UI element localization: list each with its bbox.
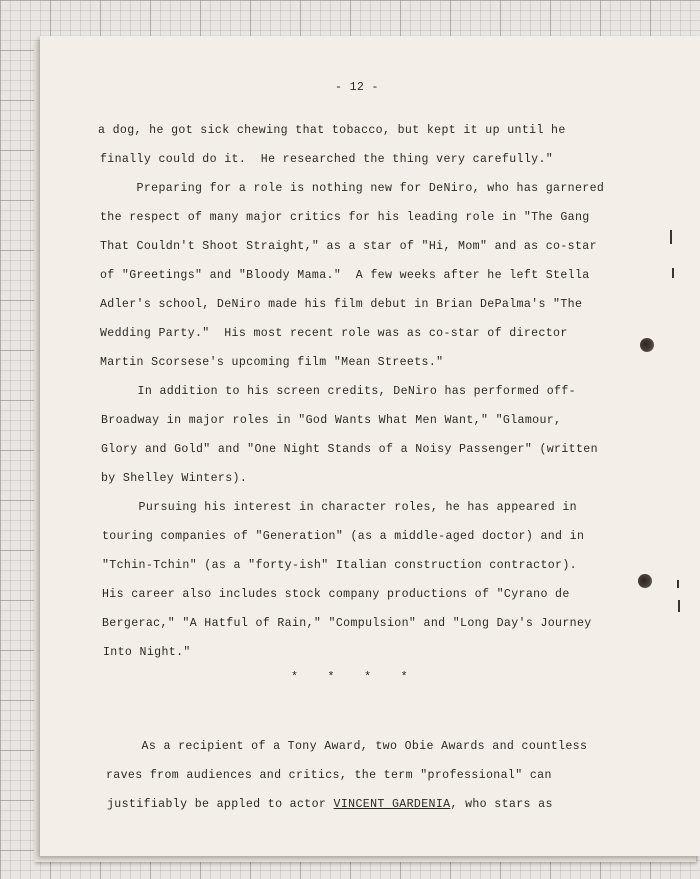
text-fragment: justifiably be appled to actor <box>107 798 334 811</box>
text-line: Preparing for a role is nothing new for DeNiro, who has garnered <box>100 182 605 195</box>
binder-hole <box>638 574 652 588</box>
text-line: a dog, he got sick chewing that tobacco, but kept it up until he <box>98 124 566 137</box>
margin-mark <box>670 230 672 244</box>
text-line: In addition to his screen credits, DeNiro has performed off- <box>101 385 576 398</box>
actor-name-underlined: VINCENT GARDENIA <box>333 798 451 811</box>
text-line: That Couldn't Shoot Straight," as a star of "Hi, Mom" and as co-star <box>100 240 597 253</box>
text-line: His career also includes stock company productions of "Cyrano de <box>102 588 570 601</box>
page-number: - 12 - <box>335 81 379 94</box>
margin-mark <box>677 580 679 588</box>
text-line: Martin Scorsese's upcoming film "Mean Streets." <box>100 356 444 369</box>
text-line: As a recipient of a Tony Award, two Obie Awards and countless <box>105 740 588 753</box>
text-line: Broadway in major roles in "God Wants What Men Want," "Glamour, <box>101 414 562 427</box>
text-line: Pursuing his interest in character roles, he has appeared in <box>102 501 577 514</box>
section-separator: * * * * <box>291 671 408 684</box>
text-line <box>107 798 553 811</box>
margin-mark <box>672 268 674 278</box>
text-fragment: , who stars as <box>450 798 553 811</box>
text-line: Adler's school, DeNiro made his film debut in Brian DePalma's "The <box>100 298 583 311</box>
margin-mark <box>678 600 680 612</box>
text-line: of "Greetings" and "Bloody Mama." A few weeks after he left Stella <box>100 269 590 282</box>
text-line: touring companies of "Generation" (as a middle-aged doctor) and in <box>102 530 585 543</box>
binder-hole <box>640 338 654 352</box>
text-line: Bergerac," "A Hatful of Rain," "Compulsion" and "Long Day's Journey <box>102 617 592 630</box>
text-line: Into Night." <box>103 646 191 659</box>
text-line: by Shelley Winters). <box>101 472 248 485</box>
text-line: the respect of many major critics for his leading role in "The Gang <box>100 211 590 224</box>
text-line: finally could do it. He researched the thing very carefully." <box>100 153 554 166</box>
text-line: "Tchin-Tchin" (as a "forty-ish" Italian construction contractor). <box>102 559 577 572</box>
text-line: Glory and Gold" and "One Night Stands of a Noisy Passenger" (written <box>101 443 598 456</box>
document-page <box>40 36 700 856</box>
text-line: Wedding Party." His most recent role was as co-star of director <box>100 327 568 340</box>
text-line: raves from audiences and critics, the term "professional" can <box>106 769 552 782</box>
